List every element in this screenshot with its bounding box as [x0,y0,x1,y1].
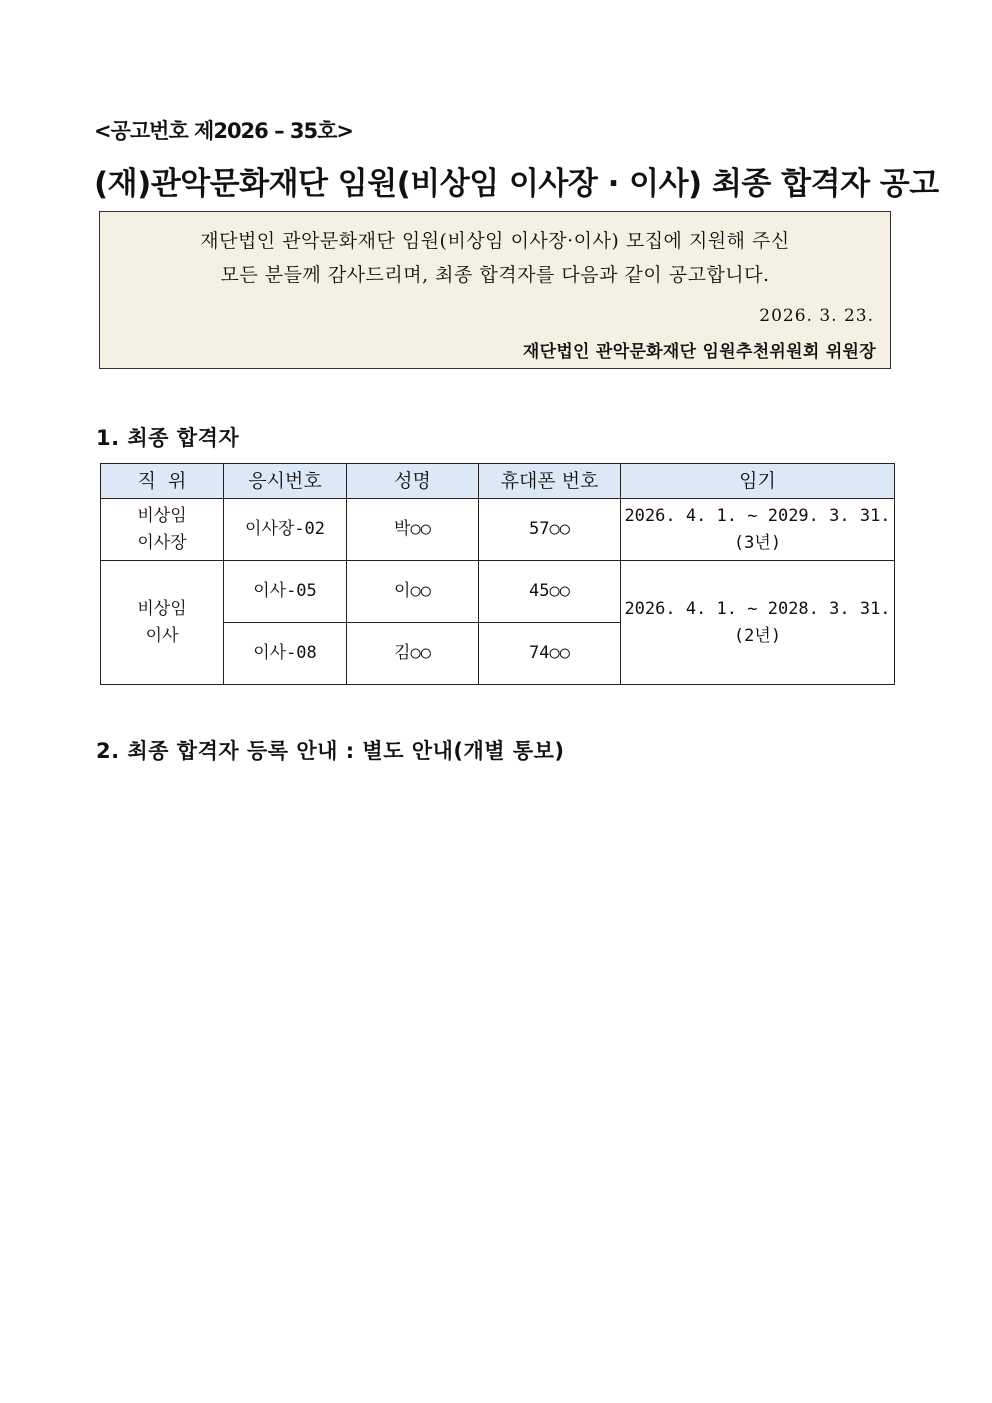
header-phone: 휴대폰 번호 [479,464,621,499]
applicant-no-cell: 이사-08 [224,623,347,685]
intro-line-1: 재단법인 관악문화재단 임원(비상임 이사장·이사) 모집에 지원해 주신 [200,230,790,252]
name-cell: 이○○ [347,561,479,623]
phone-cell: 45○○ [479,561,621,623]
term-period: 2026. 4. 1. ~ 2028. 3. 31. [624,598,891,619]
term-cell [621,561,895,685]
position-line: 비상임 [137,505,187,526]
table-header-row [101,464,895,499]
applicant-no-cell: 이사장-02 [224,499,347,561]
phone-cell: 74○○ [479,623,621,685]
header-applicant-no: 응시번호 [224,464,347,499]
intro-line-2: 모든 분들께 감사드리며, 최종 합격자를 다음과 같이 공고합니다. [220,264,770,286]
position-line: 이사 [145,625,179,646]
term-length: (3년) [733,532,782,553]
intro-message [100,224,890,292]
applicant-no-cell: 이사-05 [224,561,347,623]
committee-signature: 재단법인 관악문화재단 임원추천위원회 위원장 [522,342,876,362]
header-name: 성명 [347,464,479,499]
name-cell: 박○○ [347,499,479,561]
position-line: 비상임 [137,598,187,619]
phone-cell: 57○○ [479,499,621,561]
table-row [101,499,895,561]
header-position: 직 위 [101,464,224,499]
term-length: (2년) [733,625,782,646]
table-row [101,561,895,623]
position-line: 이사장 [137,532,187,553]
term-period: 2026. 4. 1. ~ 2029. 3. 31. [624,505,891,526]
final-candidates-table [100,463,895,685]
intro-box [99,211,891,369]
notice-number: <공고번호 제2026 – 35호> [94,119,354,143]
term-cell [621,499,895,561]
section-heading-final-candidates: 1. 최종 합격자 [96,426,240,450]
announcement-date: 2026. 3. 23. [759,306,874,326]
section-heading-registration: 2. 최종 합격자 등록 안내 : 별도 안내(개별 통보) [96,739,565,763]
document-title: (재)관악문화재단 임원(비상임 이사장 · 이사) 최종 합격자 공고 [94,166,939,202]
name-cell: 김○○ [347,623,479,685]
header-term: 임기 [621,464,895,499]
position-cell [101,561,224,685]
position-cell [101,499,224,561]
